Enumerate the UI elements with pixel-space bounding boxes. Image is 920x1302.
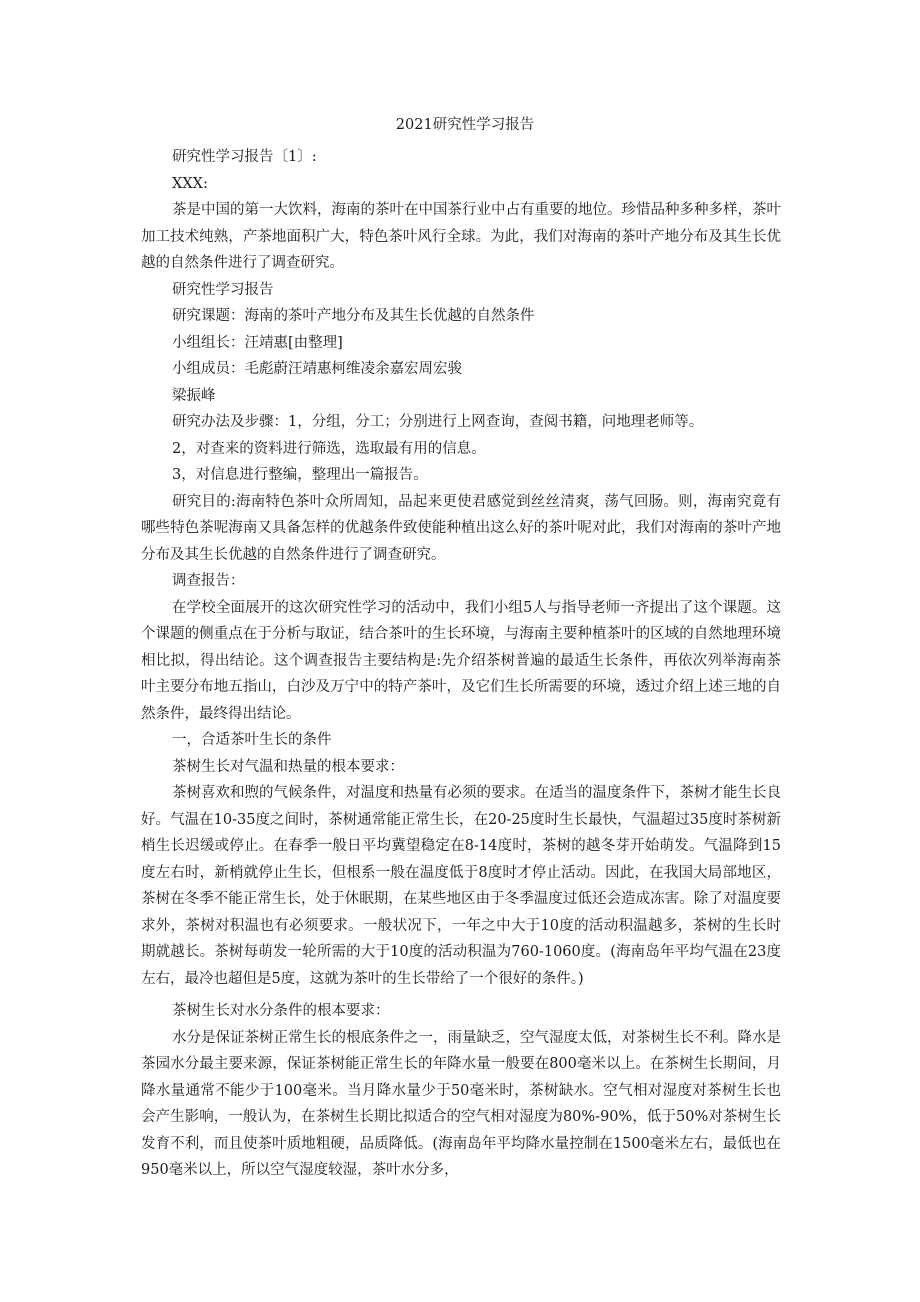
paragraph-research-topic: 研究课题：海南的茶叶产地分布及其生长优越的自然条件 xyxy=(172,308,535,324)
paragraph-report-label: 研究性学习报告 xyxy=(172,281,274,298)
subheading-water: 茶树生长对水分条件的根本要求： xyxy=(172,1003,390,1019)
section-heading-growth-conditions: 一，合适茶叶生长的条件 xyxy=(172,732,332,748)
paragraph-water-body: 水分是保证茶树正常生长的根底条件之一，雨量缺乏，空气湿度太低，对茶树生长不利。降水是茶园水分最主要来源，保证茶树能正常生长的年降水量一般要在800毫米以上。在茶树生长期间，月降水量通常不能少于100毫米。当月降水量少于50毫米时，茶树缺水。空气相对湿度对茶树生长也会产生影响，一般认为，在茶树生长期比拟适合的空气相对湿度为80%-90%，低于50%对茶树生长发育不利，而且使茶叶质地粗硬，品质降低。(海南岛年平均降水量控制在1500毫米左右，最低也在950毫米以上，所以空气湿度较湿，茶叶水分多， xyxy=(141,1029,781,1178)
paragraph-method-step-2: 2，对查来的资料进行筛选，选取最有用的信息。 xyxy=(172,440,486,457)
paragraph-addressee: XXX: xyxy=(172,175,208,192)
paragraph-survey-report-label: 调查报告： xyxy=(172,573,245,589)
subheading-temperature: 茶树生长对气温和热量的根本要求： xyxy=(172,758,404,775)
document-title: 2021研究性学习报告 xyxy=(395,117,535,133)
paragraph-intro: 茶是中国的第一大饮料，海南的茶叶在中国茶行业中占有重要的地位。珍惜品种多种多样，茶叶加工技术纯熟，产茶地面积广大，特色茶叶风行全球。为此，我们对海南的茶叶产地分布及其生长优越的自然条件进行了调查研究。 xyxy=(141,202,781,271)
paragraph-report-heading: 研究性学习报告〔1〕: xyxy=(172,149,317,165)
paragraph-temperature-body: 茶树喜欢和煦的气候条件，对温度和热量有必须的要求。在适当的温度条件下，茶树才能生长良好。气温在10-35度之间时，茶树通常能正常生长，在20-25度时生长最快，气温超过35度时茶树新梢生长迟缓或停止。在春季一般日平均冀望稳定在8-14度时，茶树的越冬芽开始萌发。气温降到15度左右时，新梢就停止生长，但根系一般在温度低于8度时才停止活动。因此，在我国大局部地区，茶树在冬季不能正常生长，处于休眠期，在某些地区由于冬季温度过低还会造成冻害。除了对温度要求外，茶树对积温也有必须要求。一般状况下，一年之中大于10度的活动积温越多，茶树的生长时期就越长。茶树每萌发一轮所需的大于10度的活动积温为760-1060度。(海南岛年平均气温在23度左右，最冷也超但是5度，这就为茶叶的生长带给了一个很好的条件。) xyxy=(141,785,781,987)
paragraph-group-leader: 小组组长：汪靖惠[由整理] xyxy=(172,334,343,351)
document-body xyxy=(141,112,781,1184)
paragraph-group-members-cont: 梁振峰 xyxy=(172,387,216,404)
paragraph-method-step-1: 研究办法及步骤：1，分组，分工；分别进行上网查询，查阅书籍，问地理老师等。 xyxy=(172,414,704,430)
paragraph-research-purpose: 研究目的:海南特色茶叶众所周知，品起来更使君感觉到丝丝清爽，荡气回肠。则，海南究竟有哪些特色茶呢海南又具备怎样的优越条件致使能种植出这么好的茶叶呢对此，我们对海南的茶叶产地分布及其生长优越的自然条件进行了调查研究。 xyxy=(141,493,781,563)
paragraph-group-members: 小组成员：毛彪蔚汪靖惠柯维凌余嘉宏周宏骏 xyxy=(172,361,462,377)
paragraph-survey-body: 在学校全面展开的这次研究性学习的活动中，我们小组5人与指导老师一齐提出了这个课题。这个课题的侧重点在于分析与取证，结合茶叶的生长环境，与海南主要种植茶叶的区域的自然地理环境相比拟，得出结论。这个调查报告主要结构是:先介绍茶树普遍的最适生长条件，再依次列举海南茶叶主要分布地五指山，白沙及万宁中的特产茶叶，及它们生长所需要的环境，透过介绍上述三地的自然条件，最终得出结论。 xyxy=(141,599,781,722)
paragraph-method-step-3: 3，对信息进行整编，整理出一篇报告。 xyxy=(172,467,428,483)
